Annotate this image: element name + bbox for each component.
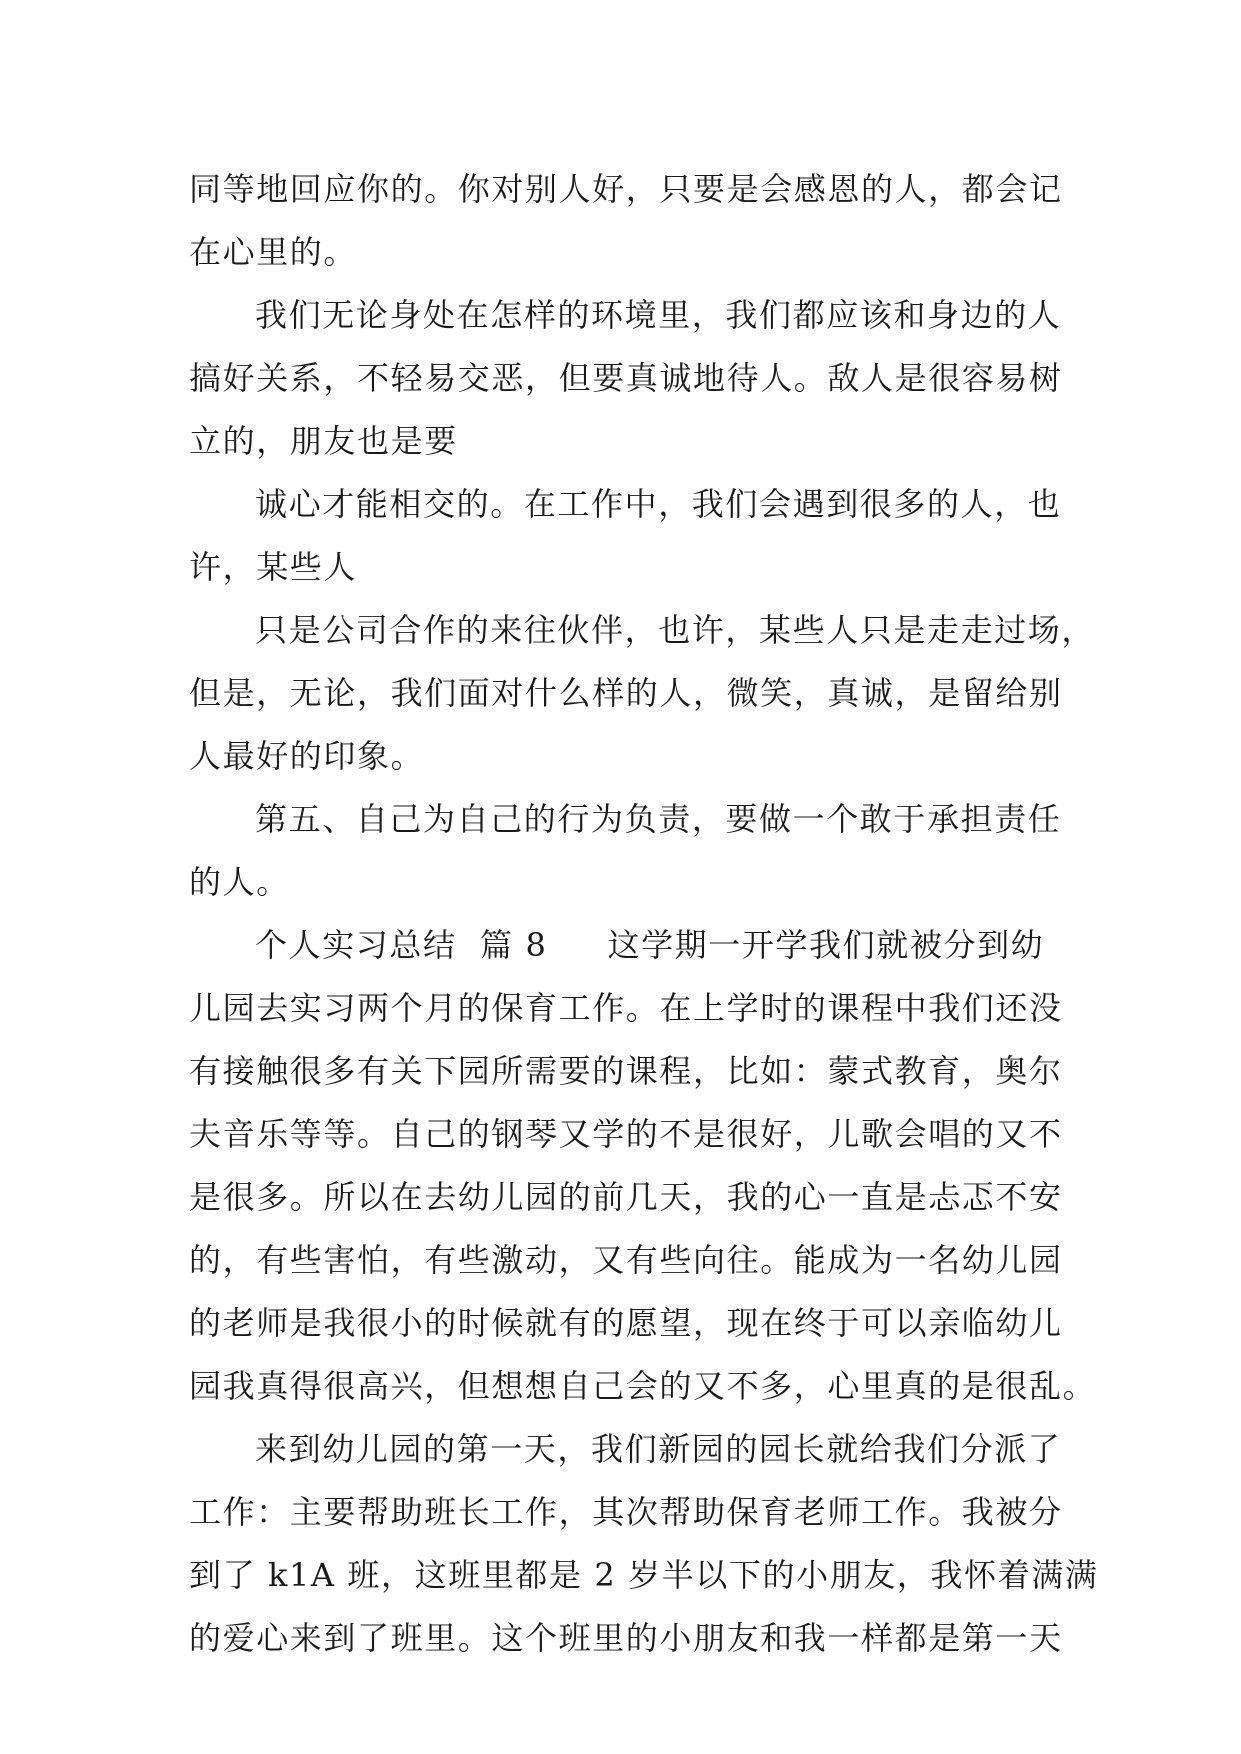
text-line: 第五、自己为自己的行为负责，要做一个敢于承担责任 xyxy=(255,800,1062,838)
text-line: 园我真得很高兴，但想想自己会的又不多，心里真的是很乱。 xyxy=(189,1367,1097,1405)
paragraph xyxy=(189,473,1069,599)
text-line: 到了 k1A 班，这班里都是 2 岁半以下的小朋友，我怀着满满 xyxy=(189,1556,1099,1594)
text-line: 的老师是我很小的时候就有的愿望，现在终于可以亲临幼儿 xyxy=(189,1304,1063,1342)
text-line: 有接触很多有关下园所需要的课程，比如：蒙式教育，奥尔 xyxy=(189,1052,1063,1090)
text-line: 同等地回应你的。你对别人好，只要是会感恩的人，都会记 xyxy=(189,170,1063,208)
document-body xyxy=(189,158,1099,1670)
text-line: 许，某些人 xyxy=(189,548,358,586)
paragraph xyxy=(189,599,1096,788)
text-line: 夫音乐等等。自己的钢琴又学的不是很好，儿歌会唱的又不 xyxy=(189,1115,1063,1153)
paragraph xyxy=(189,788,1069,914)
paragraph xyxy=(189,914,1097,1418)
text-line: 我们无论身处在怎样的环境里，我们都应该和身边的人 xyxy=(255,296,1062,334)
paragraph xyxy=(189,158,1069,284)
text-line: 但是，无论，我们面对什么样的人，微笑，真诚，是留给别 xyxy=(189,674,1063,712)
section-heading: 个人实习总结 篇 8 xyxy=(255,926,548,964)
text-line: 诚心才能相交的。在工作中，我们会遇到很多的人，也 xyxy=(255,485,1062,523)
text-line: 来到幼儿园的第一天，我们新园的园长就给我们分派了 xyxy=(255,1430,1062,1468)
text-line: 是很多。所以在去幼儿园的前几天，我的心一直是忐忑不安 xyxy=(189,1178,1063,1216)
text-line: 工作：主要帮助班长工作，其次帮助保育老师工作。我被分 xyxy=(189,1493,1063,1531)
text-line: 只是公司合作的来往伙伴，也许，某些人只是走走过场， xyxy=(255,611,1096,649)
text-line: 立的，朋友也是要 xyxy=(189,422,458,460)
text-line: 人最好的印象。 xyxy=(189,737,425,775)
text-line: 的爱心来到了班里。这个班里的小朋友和我一样都是第一天 xyxy=(189,1619,1063,1657)
paragraph xyxy=(189,284,1069,473)
text-line: 的，有些害怕，有些激动，又有些向往。能成为一名幼儿园 xyxy=(189,1241,1063,1279)
text-run: 这学期一开学我们就被分到幼 xyxy=(607,926,1045,964)
text-line: 搞好关系，不轻易交恶，但要真诚地待人。敌人是很容易树 xyxy=(189,359,1063,397)
text-line xyxy=(189,914,1069,977)
text-line: 的人。 xyxy=(189,863,290,901)
paragraph xyxy=(189,1418,1099,1670)
text-line: 在心里的。 xyxy=(189,233,358,271)
text-line: 儿园去实习两个月的保育工作。在上学时的课程中我们还没 xyxy=(189,989,1063,1027)
